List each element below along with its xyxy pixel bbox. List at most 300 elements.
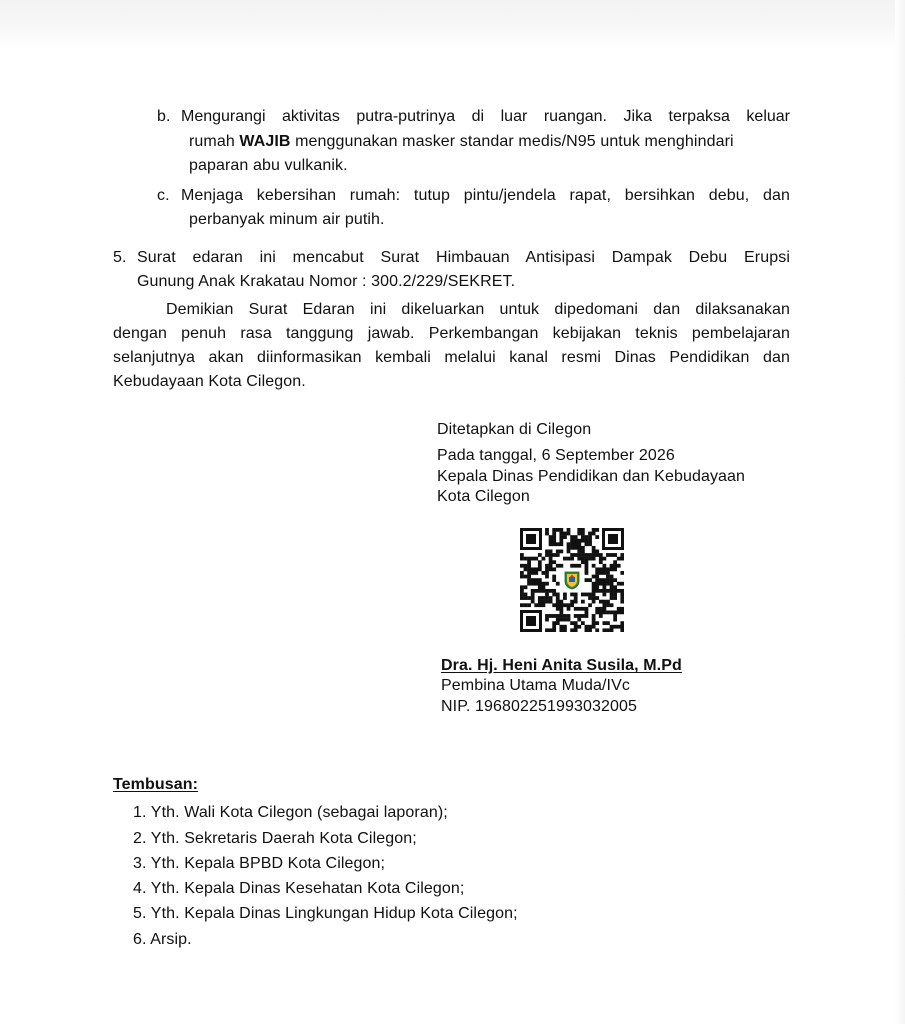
qr-module bbox=[613, 614, 617, 618]
qr-module bbox=[610, 578, 614, 582]
qr-module bbox=[552, 539, 556, 543]
qr-module bbox=[538, 567, 542, 571]
closing-line1: Demikian Surat Edaran ini dikeluarkan untuk dipedomani dan dilaksanakan bbox=[166, 301, 790, 318]
qr-module bbox=[527, 557, 531, 561]
qr-module bbox=[592, 625, 596, 629]
qr-module bbox=[520, 593, 524, 597]
qr-module bbox=[585, 539, 589, 543]
qr-module bbox=[610, 582, 614, 586]
qr-module bbox=[559, 535, 563, 539]
qr-module bbox=[520, 585, 524, 589]
qr-module bbox=[602, 589, 606, 593]
qr-module bbox=[613, 578, 617, 582]
qr-module bbox=[524, 557, 528, 561]
qr-module bbox=[613, 589, 617, 593]
qr-module bbox=[570, 564, 574, 568]
qr-module bbox=[538, 585, 542, 589]
qr-module bbox=[602, 571, 606, 575]
qr-module bbox=[577, 546, 581, 550]
qr-module bbox=[556, 614, 560, 618]
qr-module bbox=[599, 610, 603, 614]
qr-module bbox=[559, 628, 563, 632]
qr-module bbox=[531, 557, 535, 561]
qr-module bbox=[563, 625, 567, 629]
qr-module bbox=[559, 539, 563, 543]
qr-module bbox=[602, 628, 606, 632]
qr-module bbox=[556, 596, 560, 600]
qr-module bbox=[613, 593, 617, 597]
qr-module bbox=[592, 528, 596, 532]
qr-module bbox=[588, 593, 592, 597]
qr-module bbox=[545, 614, 549, 618]
qr-module bbox=[577, 550, 581, 554]
qr-module bbox=[545, 582, 549, 586]
qr-module bbox=[542, 571, 546, 575]
qr-module bbox=[549, 539, 553, 543]
qr-module bbox=[574, 546, 578, 550]
qr-module bbox=[570, 542, 574, 546]
qr-module bbox=[570, 535, 574, 539]
qr-module bbox=[570, 593, 574, 597]
list-b-line2 bbox=[189, 132, 734, 152]
qr-module bbox=[549, 596, 553, 600]
qr-module bbox=[592, 614, 596, 618]
qr-module bbox=[556, 621, 560, 625]
qr-module bbox=[585, 557, 589, 561]
qr-module bbox=[570, 553, 574, 557]
qr-module bbox=[534, 571, 538, 575]
qr-module bbox=[599, 578, 603, 582]
tembusan-item: 3. Yth. Kepala BPBD Kota Cilegon; bbox=[133, 855, 386, 872]
qr-module bbox=[545, 571, 549, 575]
qr-module bbox=[577, 542, 581, 546]
qr-module bbox=[577, 625, 581, 629]
qr-module bbox=[610, 564, 614, 568]
qr-module bbox=[595, 553, 599, 557]
qr-module bbox=[556, 564, 560, 568]
qr-module bbox=[524, 567, 528, 571]
qr-module bbox=[567, 607, 571, 611]
qr-module bbox=[592, 550, 596, 554]
qr-module bbox=[592, 564, 596, 568]
qr-module bbox=[559, 528, 563, 532]
qr-module bbox=[574, 628, 578, 632]
qr-module bbox=[556, 528, 560, 532]
qr-module bbox=[531, 571, 535, 575]
qr-module bbox=[567, 528, 571, 532]
qr-module bbox=[531, 593, 535, 597]
qr-module bbox=[595, 621, 599, 625]
qr-module bbox=[552, 532, 556, 536]
qr-module bbox=[585, 628, 589, 632]
signatory-rank: Pembina Utama Muda/IVc bbox=[441, 677, 630, 694]
qr-module bbox=[617, 607, 621, 611]
closing-line3: selanjutnya akan diinformasikan kembali melalui kanal resmi Dinas Pendidikan dan bbox=[113, 349, 790, 366]
qr-module bbox=[563, 628, 567, 632]
qr-module bbox=[613, 625, 617, 629]
qr-module bbox=[581, 553, 585, 557]
qr-module bbox=[585, 571, 589, 575]
qr-module bbox=[581, 557, 585, 561]
qr-module bbox=[552, 603, 556, 607]
qr-module bbox=[620, 625, 624, 629]
qr-module bbox=[588, 535, 592, 539]
qr-module bbox=[549, 567, 553, 571]
list-marker-c: c. bbox=[157, 187, 170, 204]
signatory-nip: NIP. 196802251993032005 bbox=[441, 698, 637, 715]
qr-module bbox=[588, 542, 592, 546]
qr-module bbox=[563, 557, 567, 561]
qr-module bbox=[602, 603, 606, 607]
list-b-line1-text: Mengurangi aktivitas putra-putrinya di luar ruangan. Jika terpaksa keluar bbox=[181, 108, 790, 125]
qr-module bbox=[545, 575, 549, 579]
qr-module bbox=[549, 557, 553, 561]
qr-module bbox=[559, 610, 563, 614]
qr-module bbox=[567, 546, 571, 550]
qr-module bbox=[610, 628, 614, 632]
qr-module bbox=[531, 600, 535, 604]
qr-module bbox=[542, 582, 546, 586]
tembusan-item: 6. Arsip. bbox=[133, 931, 192, 948]
qr-module bbox=[602, 567, 606, 571]
qr-module bbox=[570, 546, 574, 550]
qr-module bbox=[620, 571, 624, 575]
qr-module bbox=[556, 553, 560, 557]
qr-module bbox=[574, 542, 578, 546]
qr-module bbox=[595, 628, 599, 632]
qr-module bbox=[524, 603, 528, 607]
qr-module bbox=[595, 575, 599, 579]
qr-module bbox=[527, 571, 531, 575]
qr-module bbox=[595, 567, 599, 571]
qr-module bbox=[620, 589, 624, 593]
qr-module bbox=[545, 532, 549, 536]
qr-module bbox=[549, 589, 553, 593]
qr-module bbox=[592, 593, 596, 597]
qr-module bbox=[534, 578, 538, 582]
qr-module bbox=[617, 589, 621, 593]
qr-module bbox=[549, 560, 553, 564]
list-b-line3: paparan abu vulkanik. bbox=[189, 157, 348, 174]
qr-module bbox=[538, 564, 542, 568]
qr-module bbox=[610, 585, 614, 589]
qr-module bbox=[620, 593, 624, 597]
qr-module bbox=[574, 621, 578, 625]
tembusan-item: 2. Yth. Sekretaris Daerah Kota Cilegon; bbox=[133, 830, 417, 847]
qr-module bbox=[538, 578, 542, 582]
qr-module bbox=[581, 550, 585, 554]
qr-module bbox=[592, 546, 596, 550]
qr-module bbox=[563, 603, 567, 607]
qr-module bbox=[588, 625, 592, 629]
qr-module bbox=[577, 528, 581, 532]
qr-module bbox=[581, 614, 585, 618]
qr-module bbox=[531, 582, 535, 586]
qr-module bbox=[556, 582, 560, 586]
qr-module bbox=[581, 560, 585, 564]
qr-module bbox=[610, 596, 614, 600]
qr-module bbox=[552, 560, 556, 564]
qr-module bbox=[588, 596, 592, 600]
qr-module bbox=[567, 557, 571, 561]
qr-module bbox=[534, 589, 538, 593]
qr-module bbox=[534, 603, 538, 607]
qr-module bbox=[613, 610, 617, 614]
qr-module bbox=[542, 557, 546, 561]
qr-module bbox=[585, 567, 589, 571]
qr-module bbox=[620, 557, 624, 561]
qr-module bbox=[542, 600, 546, 604]
qr-module bbox=[585, 607, 589, 611]
qr-module bbox=[613, 567, 617, 571]
qr-module bbox=[570, 603, 574, 607]
qr-module bbox=[592, 585, 596, 589]
qr-module bbox=[534, 582, 538, 586]
qr-module bbox=[549, 550, 553, 554]
qr-module bbox=[610, 593, 614, 597]
qr-module bbox=[620, 628, 624, 632]
qr-module bbox=[585, 542, 589, 546]
qr-module bbox=[581, 528, 585, 532]
qr-module bbox=[574, 625, 578, 629]
qr-module bbox=[595, 585, 599, 589]
qr-module bbox=[595, 589, 599, 593]
qr-module bbox=[588, 553, 592, 557]
qr-module bbox=[585, 535, 589, 539]
tembusan-item: 1. Yth. Wali Kota Cilegon (sebagai laporan); bbox=[133, 804, 448, 821]
qr-module bbox=[552, 553, 556, 557]
qr-module bbox=[620, 610, 624, 614]
qr-module bbox=[577, 614, 581, 618]
qr-module bbox=[559, 618, 563, 622]
city-seal-logo-icon bbox=[561, 569, 583, 591]
qr-module bbox=[592, 600, 596, 604]
qr-module bbox=[527, 582, 531, 586]
qr-module bbox=[602, 585, 606, 589]
wajib-bold: WAJIB bbox=[239, 133, 291, 150]
qr-module bbox=[545, 553, 549, 557]
qr-module bbox=[563, 618, 567, 622]
qr-module bbox=[549, 600, 553, 604]
qr-module bbox=[599, 571, 603, 575]
qr-module bbox=[524, 596, 528, 600]
qr-module bbox=[581, 539, 585, 543]
qr-module bbox=[559, 542, 563, 546]
qr-module bbox=[527, 567, 531, 571]
qr-module bbox=[538, 600, 542, 604]
qr-module bbox=[577, 607, 581, 611]
qr-module bbox=[520, 575, 524, 579]
qr-module bbox=[613, 560, 617, 564]
signature-position-line1: Kepala Dinas Pendidikan dan Kebudayaan bbox=[437, 468, 746, 485]
qr-module bbox=[588, 578, 592, 582]
qr-module bbox=[527, 575, 531, 579]
qr-module bbox=[552, 535, 556, 539]
qr-module bbox=[592, 589, 596, 593]
qr-module bbox=[556, 603, 560, 607]
qr-module bbox=[585, 593, 589, 597]
qr-module bbox=[538, 553, 542, 557]
qr-module bbox=[610, 553, 614, 557]
qr-module bbox=[595, 528, 599, 532]
qr-module bbox=[520, 557, 524, 561]
qr-module bbox=[531, 567, 535, 571]
tembusan-item: 5. Yth. Kepala Dinas Lingkungan Hidup Kota Cilegon; bbox=[133, 905, 518, 922]
qr-module bbox=[556, 600, 560, 604]
qr-module bbox=[542, 585, 546, 589]
qr-module bbox=[545, 528, 549, 532]
qr-module bbox=[595, 610, 599, 614]
qr-module bbox=[559, 603, 563, 607]
qr-module bbox=[549, 553, 553, 557]
qr-module bbox=[620, 621, 624, 625]
list-b-line1 bbox=[181, 107, 790, 127]
qr-module bbox=[581, 600, 585, 604]
qr-module bbox=[552, 575, 556, 579]
qr-module bbox=[520, 571, 524, 575]
qr-module bbox=[595, 571, 599, 575]
qr-module bbox=[552, 625, 556, 629]
qr-module bbox=[606, 582, 610, 586]
qr-module bbox=[524, 564, 528, 568]
signature-date: Pada tanggal, 6 September 2026 bbox=[437, 447, 675, 464]
qr-module bbox=[595, 582, 599, 586]
qr-module bbox=[531, 589, 535, 593]
qr-module bbox=[556, 550, 560, 554]
qr-module bbox=[559, 550, 563, 554]
qr-module bbox=[545, 593, 549, 597]
qr-module bbox=[567, 542, 571, 546]
qr-module bbox=[595, 607, 599, 611]
qr-module bbox=[617, 625, 621, 629]
qr-module bbox=[534, 557, 538, 561]
qr-module bbox=[574, 535, 578, 539]
qr-module bbox=[585, 610, 589, 614]
qr-module bbox=[613, 585, 617, 589]
qr-module bbox=[577, 539, 581, 543]
qr-module bbox=[588, 539, 592, 543]
qr-module bbox=[520, 553, 524, 557]
qr-module bbox=[610, 603, 614, 607]
qr-module bbox=[570, 539, 574, 543]
qr-module bbox=[602, 557, 606, 561]
qr-module bbox=[592, 596, 596, 600]
qr-module bbox=[620, 600, 624, 604]
qr-module bbox=[610, 610, 614, 614]
qr-module bbox=[531, 578, 535, 582]
qr-module bbox=[552, 542, 556, 546]
qr-module bbox=[531, 596, 535, 600]
tembusan-item: 4. Yth. Kepala Dinas Kesehatan Kota Cilegon; bbox=[133, 880, 465, 897]
list-marker-b: b. bbox=[157, 108, 171, 125]
qr-module bbox=[606, 567, 610, 571]
qr-module bbox=[595, 550, 599, 554]
qr-module bbox=[577, 553, 581, 557]
qr-module bbox=[549, 564, 553, 568]
qr-module bbox=[570, 557, 574, 561]
tembusan-title: Tembusan: bbox=[113, 776, 199, 793]
qr-module bbox=[613, 596, 617, 600]
qr-module bbox=[595, 535, 599, 539]
qr-module bbox=[617, 610, 621, 614]
qr-module bbox=[559, 532, 563, 536]
qr-module bbox=[549, 542, 553, 546]
list-b-line2-pre: rumah bbox=[189, 133, 240, 150]
qr-module bbox=[527, 564, 531, 568]
qr-module bbox=[538, 560, 542, 564]
qr-module bbox=[520, 589, 524, 593]
qr-module bbox=[581, 546, 585, 550]
qr-module bbox=[527, 603, 531, 607]
qr-module bbox=[617, 582, 621, 586]
qr-module bbox=[545, 618, 549, 622]
qr-module bbox=[552, 589, 556, 593]
qr-module bbox=[556, 593, 560, 597]
qr-module bbox=[520, 603, 524, 607]
qr-module bbox=[559, 607, 563, 611]
qr-module bbox=[574, 539, 578, 543]
qr-module bbox=[559, 625, 563, 629]
qr-module bbox=[552, 528, 556, 532]
qr-module bbox=[542, 596, 546, 600]
qr-module bbox=[606, 621, 610, 625]
qr-module bbox=[545, 596, 549, 600]
qr-module bbox=[606, 553, 610, 557]
qr-module bbox=[592, 557, 596, 561]
signatory-name: Dra. Hj. Heni Anita Susila, M.Pd bbox=[441, 657, 682, 674]
qr-module bbox=[552, 578, 556, 582]
qr-module bbox=[592, 575, 596, 579]
qr-module bbox=[552, 593, 556, 597]
qr-module bbox=[610, 567, 614, 571]
qr-module bbox=[520, 564, 524, 568]
signature-position-line2: Kota Cilegon bbox=[437, 488, 530, 505]
qr-module bbox=[585, 564, 589, 568]
qr-module bbox=[545, 564, 549, 568]
qr-module bbox=[577, 532, 581, 536]
qr-module bbox=[556, 542, 560, 546]
qr-module bbox=[588, 628, 592, 632]
qr-module bbox=[620, 553, 624, 557]
qr-module bbox=[602, 593, 606, 597]
qr-module bbox=[581, 535, 585, 539]
signature-place: Ditetapkan di Cilegon bbox=[437, 421, 592, 438]
qr-module bbox=[595, 578, 599, 582]
qr-module bbox=[599, 607, 603, 611]
qr-module bbox=[574, 614, 578, 618]
qr-module bbox=[545, 600, 549, 604]
qr-module bbox=[527, 560, 531, 564]
list-b-line2-post: menggunakan masker standar medis/N95 untuk menghindari bbox=[290, 133, 734, 150]
qr-module bbox=[606, 603, 610, 607]
qr-module bbox=[613, 618, 617, 622]
qr-module bbox=[599, 589, 603, 593]
qr-module bbox=[610, 625, 614, 629]
qr-module bbox=[585, 560, 589, 564]
qr-module bbox=[567, 618, 571, 622]
qr-module bbox=[585, 614, 589, 618]
closing-line4: Kebudayaan Kota Cilegon. bbox=[113, 373, 306, 390]
qr-module bbox=[592, 553, 596, 557]
qr-module bbox=[610, 575, 614, 579]
qr-module bbox=[574, 553, 578, 557]
qr-module bbox=[602, 610, 606, 614]
qr-module bbox=[570, 621, 574, 625]
qr-module bbox=[610, 589, 614, 593]
qr-module bbox=[570, 628, 574, 632]
qr-module bbox=[552, 621, 556, 625]
point-5-line2: Gunung Anak Krakatau Nomor : 300.2/229/SEKRET. bbox=[137, 273, 516, 290]
